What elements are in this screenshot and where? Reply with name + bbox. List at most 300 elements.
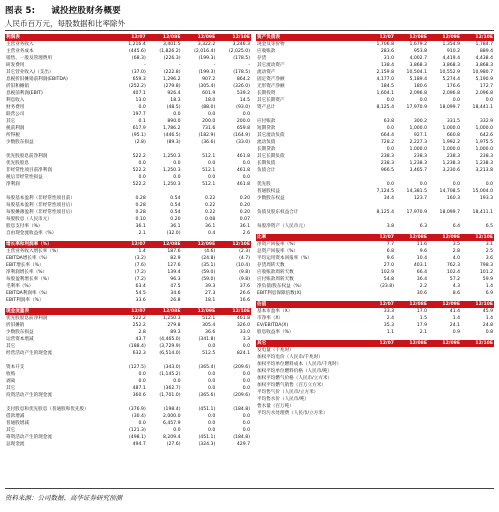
- cell-value: 0.0: [173, 161, 181, 166]
- cell-value: (2,025.0): [228, 49, 250, 54]
- cell-value: 1.4: [452, 316, 460, 321]
- cell-value: (341.8): [198, 337, 216, 342]
- cell-value: 0.8: [485, 330, 493, 335]
- cell-value: 193.3: [479, 196, 493, 201]
- cell-value: 910.2: [446, 49, 460, 54]
- cell-value: 127.6: [167, 263, 181, 268]
- section-title: 比率: [256, 234, 362, 241]
- table-row: [5, 132, 251, 139]
- cell-value: (362.7): [163, 386, 181, 391]
- cell-value: 824.1: [236, 351, 250, 356]
- row-label: 其它: [6, 428, 16, 433]
- cell-value: 461.8: [236, 168, 250, 173]
- cell-value: 3,868.3: [442, 63, 460, 68]
- right-financial-table: [256, 34, 494, 417]
- table-row: [5, 343, 251, 350]
- cell-value: 6.9: [485, 291, 493, 296]
- cell-value: (178.5): [233, 70, 250, 75]
- cell-value: 54.8: [383, 277, 394, 282]
- cell-value: 33.0: [239, 330, 250, 335]
- cell-value: 966.5: [380, 168, 394, 173]
- cell-value: 24.8: [482, 323, 493, 328]
- cell-value: 0.0: [419, 182, 427, 187]
- cell-value: 728.2: [380, 140, 394, 145]
- cell-value: 41.4: [449, 309, 460, 314]
- table-row: [256, 146, 494, 153]
- cell-value: 123.7: [413, 196, 427, 201]
- cell-value: [362, 410, 395, 417]
- cell-value: [395, 111, 428, 118]
- cell-value: [182, 188, 217, 195]
- cell-value: 6.5: [485, 224, 493, 229]
- cell-value: (30.4): [131, 414, 146, 419]
- period-header: 12/09E: [182, 241, 217, 248]
- cell-value: (59.0): [201, 277, 216, 282]
- row-label: 固定资产净额: [257, 77, 285, 82]
- cell-value: 429.7: [236, 442, 250, 447]
- row-label: 加权平均单位燃料价格（人民币/吨）: [257, 369, 333, 374]
- cell-value: 601.9: [202, 91, 216, 96]
- table-row: [256, 354, 494, 361]
- cell-value: [428, 111, 461, 118]
- cell-value: 0.0: [138, 105, 146, 110]
- row-label: 每股股息（人民币元）: [6, 217, 52, 222]
- period-header: 12/10E: [216, 241, 251, 248]
- cell-value: 461.8: [236, 182, 250, 187]
- table-row: [5, 427, 251, 434]
- cell-value: (1,701.0): [159, 393, 181, 398]
- row-label: 优先股股息: [6, 161, 29, 166]
- cell-value: 5,274.4: [442, 77, 460, 82]
- cell-value: 37.6: [239, 284, 250, 289]
- cell-value: 331.5: [446, 119, 460, 124]
- cell-value: (36.6): [201, 140, 216, 145]
- row-label: 优先股股息前净利润: [6, 154, 48, 159]
- cell-value: 26.6: [239, 291, 250, 296]
- table-row: [256, 322, 494, 329]
- cell-value: 0.0: [242, 344, 250, 349]
- cell-value: [216, 146, 251, 153]
- cell-value: (252.2): [129, 84, 146, 89]
- row-label: 其它营业收入/（支出）: [6, 70, 54, 75]
- cell-value: 1,000.0: [442, 126, 460, 131]
- row-label: 加权平均燃气价格（人民币/立方米）: [257, 376, 333, 381]
- cell-value: 1,216.4: [128, 42, 146, 47]
- section-title: 资产负债表: [256, 34, 362, 41]
- table-row: [5, 392, 251, 399]
- cell-value: [216, 357, 251, 364]
- table-row: [256, 329, 494, 336]
- cell-value: -: [248, 63, 250, 68]
- table-row: [5, 399, 251, 406]
- cell-value: [461, 216, 494, 223]
- cell-value: 1,604.1: [376, 91, 394, 96]
- cell-value: (37.0): [131, 70, 146, 75]
- cell-value: [395, 375, 428, 382]
- row-label: 存货: [257, 56, 267, 61]
- row-label: EBITDA增长率（%）: [6, 256, 51, 261]
- cell-value: 1,296.2: [162, 77, 181, 82]
- section-header-row: [256, 234, 494, 241]
- cell-value: [395, 382, 428, 389]
- cell-value: [112, 357, 147, 364]
- cell-value: 1,250.3: [162, 154, 181, 159]
- row-label: 资产总计: [257, 105, 276, 110]
- cell-value: 10,980.7: [472, 70, 493, 75]
- cell-value: [395, 354, 428, 361]
- table-row: [5, 146, 251, 153]
- row-label: 主营业务收入: [6, 42, 34, 47]
- table-row: [5, 413, 251, 420]
- period-header: 12/10E: [461, 301, 494, 308]
- table-row: [5, 441, 251, 448]
- cell-value: [395, 389, 428, 396]
- period-header: 12/07: [112, 308, 147, 315]
- cell-value: 632.3: [132, 351, 146, 356]
- row-label: 每股盈利增长率（%）: [6, 277, 52, 282]
- table-row: [5, 160, 251, 167]
- table-row: [5, 336, 251, 343]
- cell-value: 890.0: [167, 119, 181, 124]
- cell-value: 17,970.9: [406, 210, 427, 215]
- cell-value: 3,230.6: [442, 168, 460, 173]
- cell-value: 494.7: [132, 442, 146, 447]
- cell-value: 1,000.0: [409, 147, 427, 152]
- cell-value: 1,250.3: [162, 316, 181, 321]
- cell-value: 0.0: [207, 428, 216, 433]
- row-label: 利息收入: [6, 98, 25, 103]
- cell-value: 1.1: [386, 330, 394, 335]
- row-label: 研发费用: [6, 63, 25, 68]
- table-row: [256, 139, 494, 146]
- cell-value: 3.6: [485, 256, 493, 261]
- cell-value: 3.3: [242, 337, 250, 342]
- table-row: [256, 315, 494, 322]
- cell-value: 36.6: [205, 330, 216, 335]
- cell-value: 2,000.0: [162, 414, 181, 419]
- cell-value: (498.1): [129, 435, 146, 440]
- cell-value: 197.7: [132, 112, 146, 117]
- cell-value: 2,227.3: [409, 140, 427, 145]
- table-row: [5, 76, 251, 83]
- cell-value: 1,784.7: [475, 42, 493, 47]
- table-row: [5, 41, 251, 48]
- row-label: 支付股息和优先股息（普通股和优先股）: [6, 407, 89, 412]
- cell-value: 512.1: [202, 182, 216, 187]
- row-label: 存货周转天数: [257, 263, 285, 268]
- row-label: 其它流动负债: [257, 133, 285, 138]
- row-label: 财务费用: [6, 105, 25, 110]
- cell-value: 0.0: [207, 379, 216, 384]
- cell-value: 82.9: [170, 256, 181, 261]
- cell-value: 305.4: [202, 323, 216, 328]
- cell-value: [428, 202, 461, 209]
- cell-value: 279.8: [167, 323, 181, 328]
- cell-value: (445.6): [129, 49, 146, 54]
- row-label: 普通股权益: [257, 189, 280, 194]
- cell-value: [362, 216, 395, 223]
- cell-value: 36.1: [135, 224, 146, 229]
- row-label: 税前利润: [6, 126, 25, 131]
- cell-value: 0.20: [239, 210, 250, 215]
- table-row: [5, 195, 251, 202]
- table-row: [5, 223, 251, 230]
- cell-value: [395, 361, 428, 368]
- cell-value: [428, 396, 461, 403]
- table-row: [256, 361, 494, 368]
- cell-value: [461, 111, 494, 118]
- cell-value: [112, 399, 147, 406]
- cell-value: (89.3): [166, 140, 181, 145]
- cell-value: [395, 410, 428, 417]
- cell-value: (184.8): [233, 407, 250, 412]
- row-label: 长期贷款: [257, 147, 276, 152]
- cell-value: (1,826.2): [159, 49, 181, 54]
- row-label: 总资产回报率（%）: [257, 249, 299, 254]
- cell-value: (7.2): [134, 277, 146, 282]
- cell-value: (3.2): [134, 256, 146, 261]
- cell-value: 3,868.3: [409, 63, 427, 68]
- cell-value: [428, 389, 461, 396]
- cell-value: 0.0: [242, 372, 250, 377]
- section-header-row: [256, 301, 494, 308]
- cell-value: 283.6: [380, 49, 394, 54]
- table-row: [5, 90, 251, 97]
- cell-value: [461, 347, 494, 354]
- cell-value: (343.0): [163, 365, 181, 370]
- row-label: 每股基本盈利（非经常性项目前）: [6, 196, 75, 201]
- table-row: [5, 202, 251, 209]
- cell-value: 0.0: [485, 98, 493, 103]
- period-header: 12/07: [362, 34, 395, 41]
- row-label: 无形资产净额: [257, 84, 285, 89]
- cell-value: 252.2: [132, 323, 146, 328]
- cell-value: 407.1: [132, 91, 146, 96]
- period-header: 12/08E: [395, 301, 428, 308]
- cell-value: 1,238.3: [442, 161, 460, 166]
- cell-value: 31.0: [383, 56, 394, 61]
- period-header: 12/09E: [428, 301, 461, 308]
- row-label: 股息支付率（%）: [6, 224, 43, 229]
- cell-value: [112, 188, 147, 195]
- cell-value: (127.5): [129, 365, 146, 370]
- cell-value: 522.2: [132, 168, 146, 173]
- cell-value: 3,465.7: [409, 168, 427, 173]
- cell-value: 1,238.3: [475, 161, 493, 166]
- cell-value: (2,016.4): [194, 49, 216, 54]
- cell-value: [428, 361, 461, 368]
- table-row: [256, 308, 494, 315]
- cell-value: [112, 146, 147, 153]
- cell-value: 0.20: [239, 203, 250, 208]
- cell-value: 4,002.7: [409, 56, 427, 61]
- row-label: 股息收益率（%）: [257, 330, 294, 335]
- cell-value: 522.2: [132, 316, 146, 321]
- cell-value: 512.5: [202, 351, 216, 356]
- cell-value: 927.1: [413, 133, 427, 138]
- cell-value: 33.6: [135, 298, 146, 303]
- cell-value: 487.1: [132, 386, 146, 391]
- cell-value: [428, 216, 461, 223]
- table-row: [5, 322, 251, 329]
- row-label: 经营活动产生的现金流: [6, 351, 52, 356]
- cell-value: 238.3: [380, 161, 394, 166]
- cell-value: 18,099.7: [439, 210, 460, 215]
- left-financial-table: [5, 34, 251, 448]
- row-label: [5, 399, 112, 406]
- cell-value: 461.8: [236, 316, 250, 321]
- cell-value: (209.6): [233, 393, 250, 398]
- cell-value: 96.3: [170, 277, 181, 282]
- cell-value: 1,975.5: [475, 140, 493, 145]
- cell-value: -: [178, 63, 181, 68]
- table-row: [5, 139, 251, 146]
- cell-value: (184.8): [233, 435, 250, 440]
- cell-value: 36.1: [205, 224, 216, 229]
- table-row: [5, 216, 251, 223]
- cell-value: 0.0: [386, 182, 394, 187]
- cell-value: 0.0: [207, 386, 216, 391]
- row-label: 优先股股息前净利润: [6, 316, 48, 321]
- cell-value: [362, 382, 395, 389]
- table-row: [5, 276, 251, 283]
- section-header-row: [5, 308, 251, 315]
- cell-value: [362, 174, 395, 181]
- cell-value: 15,004.0: [472, 189, 493, 194]
- period-header: 12/10E: [216, 34, 251, 41]
- cell-value: 0.0: [207, 372, 216, 377]
- row-label: EV/EBITDA(X): [257, 323, 289, 328]
- table-row: [5, 248, 251, 255]
- cell-value: 0.28: [135, 196, 146, 201]
- table-row: [256, 195, 494, 202]
- cell-value: 10,552.9: [439, 70, 460, 75]
- cell-value: [395, 403, 428, 410]
- cell-value: (88.0): [201, 105, 216, 110]
- table-row: [256, 290, 494, 297]
- table-row: [5, 434, 251, 441]
- cell-value: [461, 375, 494, 382]
- cell-value: [428, 382, 461, 389]
- row-label: 少数股东损益: [6, 330, 34, 335]
- cell-value: (209.6): [233, 365, 250, 370]
- figure-label: 图表 5:: [5, 6, 36, 16]
- cell-value: 10,504.1: [406, 70, 427, 75]
- cell-value: 59.9: [482, 277, 493, 282]
- row-label: 其它长期资产: [257, 98, 285, 103]
- table-row: [5, 420, 251, 427]
- cell-value: 0.0: [386, 147, 394, 152]
- cell-value: 36.1: [170, 224, 181, 229]
- period-header: 12/09E: [182, 34, 217, 41]
- row-label: 销售、一般及管理费用: [6, 56, 52, 61]
- cell-value: (279.8): [163, 84, 181, 89]
- cell-value: 39.3: [205, 284, 216, 289]
- table-row: [256, 97, 494, 104]
- cell-value: (178.5): [233, 56, 250, 61]
- cell-value: 18,099.7: [439, 105, 460, 110]
- table-row: [5, 104, 251, 111]
- cell-value: 26.8: [170, 298, 181, 303]
- cell-value: 0.0: [207, 161, 216, 166]
- row-label: 每股净资产（人民币元）: [257, 224, 308, 229]
- cell-value: (9.8): [239, 270, 250, 275]
- cell-value: (451.1): [198, 435, 216, 440]
- table-row: [256, 41, 494, 48]
- cell-value: (3,729.9): [159, 344, 181, 349]
- cell-value: 512.1: [202, 168, 216, 173]
- cell-value: (199.3): [198, 70, 216, 75]
- table-row: [256, 216, 494, 223]
- cell-value: (59.0): [201, 270, 216, 275]
- cell-value: 200.0: [236, 119, 250, 124]
- section-header-row: [5, 34, 251, 41]
- cell-value: (199.3): [198, 56, 216, 61]
- cell-value: 659.3: [132, 77, 146, 82]
- cell-value: [395, 347, 428, 354]
- cell-value: 1,000.0: [475, 147, 493, 152]
- cell-value: (24.8): [201, 256, 216, 261]
- period-header: 12/07: [362, 234, 395, 241]
- cell-value: 0.0: [207, 421, 216, 426]
- cell-value: 0.28: [135, 210, 146, 215]
- table-row: [5, 69, 251, 76]
- table-row: [256, 368, 494, 375]
- table-row: [5, 55, 251, 62]
- cell-value: 238.3: [479, 154, 493, 159]
- table-row: [256, 389, 494, 396]
- cell-value: [362, 347, 395, 354]
- row-label: 长期负债: [257, 161, 276, 166]
- row-label: 其它流动资产: [257, 63, 285, 68]
- table-row: [5, 357, 251, 364]
- cell-value: 0.0: [207, 414, 216, 419]
- cell-value: [395, 368, 428, 375]
- cell-value: (23.8): [380, 284, 394, 289]
- cell-value: 14,708.5: [439, 189, 460, 194]
- cell-value: (182.9): [198, 133, 216, 138]
- cell-value: 238.3: [380, 154, 394, 159]
- section-title: 估值: [256, 301, 362, 308]
- cell-value: [461, 174, 494, 181]
- cell-value: 0.0: [242, 379, 250, 384]
- row-label: 加权平均电价（人民币/千兆时）: [257, 355, 323, 360]
- cell-value: (9.8): [239, 277, 250, 282]
- table-row: [256, 396, 494, 403]
- period-header: 12/08E: [395, 234, 428, 241]
- cell-value: 522.2: [132, 182, 146, 187]
- cell-value: 34.6: [170, 291, 181, 296]
- cell-value: [428, 174, 461, 181]
- row-label: 流动负债: [257, 140, 276, 145]
- cell-value: 0.10: [135, 217, 146, 222]
- cell-value: [362, 290, 395, 297]
- row-label: 其它: [6, 386, 16, 391]
- period-header: 12/07: [362, 340, 395, 347]
- cell-value: [461, 389, 494, 396]
- cell-value: 18.0: [205, 98, 216, 103]
- row-label: 净资产回报率（%）: [257, 242, 299, 247]
- row-label: 息税折旧摊销前利润(EBITDA): [6, 77, 68, 82]
- cell-value: [428, 403, 461, 410]
- figure-title: [5, 4, 137, 16]
- cell-value: 6.4: [452, 224, 460, 229]
- cell-value: 762.3: [446, 263, 460, 268]
- cell-value: [362, 396, 395, 403]
- cell-value: 0.08: [205, 217, 216, 222]
- cell-value: (222.8): [163, 70, 181, 75]
- cell-value: 8,209.4: [162, 435, 181, 440]
